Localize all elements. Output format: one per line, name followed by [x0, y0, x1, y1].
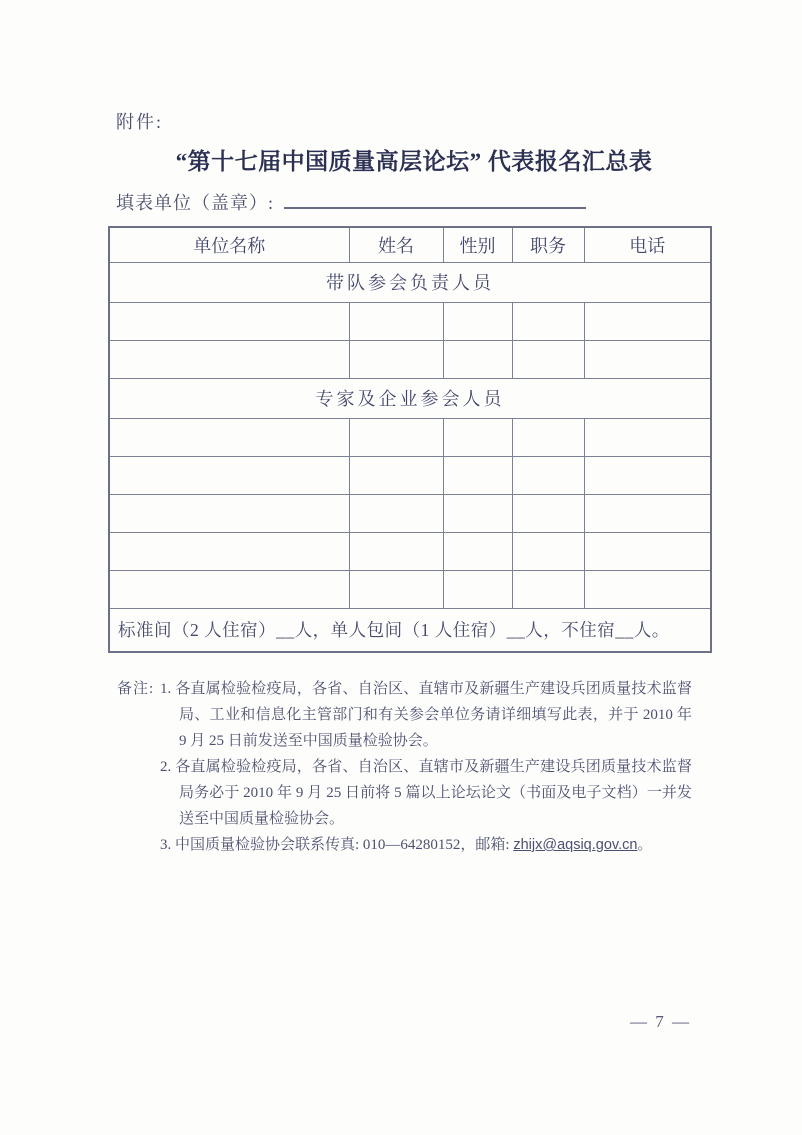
- note-item-3: [160, 832, 692, 858]
- table-row: [109, 494, 711, 532]
- section-label-experts: 专家及企业参会人员: [109, 378, 711, 418]
- form-unit-blank: [284, 190, 586, 209]
- table-cell: [109, 570, 349, 608]
- table-cell: [349, 494, 443, 532]
- accommodation-row: [109, 608, 711, 652]
- table-cell: [109, 302, 349, 340]
- contact-email: zhijx@aqsiq.gov.cn: [513, 837, 638, 853]
- table-cell: [512, 532, 584, 570]
- form-unit-label: 填表单位（盖章）:: [116, 193, 275, 213]
- table-cell: [109, 494, 349, 532]
- table-cell: [109, 340, 349, 378]
- section-row-experts: [109, 378, 711, 418]
- accommodation-text: 标准间（2 人住宿）__人，单人包间（1 人住宿）__人，不住宿__人。: [109, 608, 711, 652]
- table-row: [109, 570, 711, 608]
- section-row-leaders: [109, 262, 711, 302]
- table-cell: [443, 494, 512, 532]
- table-cell: [443, 532, 512, 570]
- registration-table: [108, 226, 712, 653]
- note-item-3-suffix: 。: [637, 837, 653, 853]
- table-row: [109, 532, 711, 570]
- table-cell: [512, 494, 584, 532]
- note-item-1: 1. 各直属检验检疫局，各省、自治区、直辖市及新疆生产建设兵团质量技术监督局、工业和信息化主管部门和有关参会单位务请详细填写此表，并于 2010 年 9 月 25 日前发送至中国质量检验协会。: [160, 681, 692, 749]
- table-cell: [349, 302, 443, 340]
- table-cell: [349, 418, 443, 456]
- table-cell: [584, 494, 711, 532]
- table-header-row: [109, 227, 711, 262]
- note-item-2: 2. 各直属检验检疫局，各省、自治区、直辖市及新疆生产建设兵团质量技术监督局务必于 2010 年 9 月 25 日前将 5 篇以上论坛论文（书面及电子文档）一并发送至中国质量检验协会。: [160, 759, 692, 827]
- page-number: — 7 —: [630, 1012, 691, 1031]
- table-cell: [512, 456, 584, 494]
- table-cell: [584, 570, 711, 608]
- form-unit-line: [116, 189, 586, 215]
- table-row: [109, 340, 711, 378]
- table-cell: [349, 456, 443, 494]
- table-cell: [512, 340, 584, 378]
- column-header-phone: 电话: [584, 227, 711, 262]
- table-cell: [109, 456, 349, 494]
- notes-label: 备注:: [117, 681, 155, 697]
- table-cell: [584, 456, 711, 494]
- notes-items: [160, 676, 692, 858]
- table-cell: [584, 340, 711, 378]
- table-cell: [512, 570, 584, 608]
- table-cell: [109, 418, 349, 456]
- table-cell: [349, 570, 443, 608]
- attachment-label: 附件:: [116, 112, 164, 132]
- table-cell: [443, 302, 512, 340]
- table-cell: [443, 456, 512, 494]
- column-header-position: 职务: [512, 227, 584, 262]
- table-cell: [512, 418, 584, 456]
- column-header-name: 姓名: [349, 227, 443, 262]
- table-row: [109, 456, 711, 494]
- table-cell: [349, 340, 443, 378]
- table-cell: [512, 302, 584, 340]
- table-cell: [584, 302, 711, 340]
- table-cell: [443, 418, 512, 456]
- table-row: [109, 302, 711, 340]
- table-cell: [584, 418, 711, 456]
- table-cell: [109, 532, 349, 570]
- column-header-gender: 性别: [443, 227, 512, 262]
- table-cell: [443, 340, 512, 378]
- table-cell: [349, 532, 443, 570]
- table-cell: [584, 532, 711, 570]
- section-label-leaders: 带队参会负责人员: [109, 262, 711, 302]
- column-header-unit-name: 单位名称: [109, 227, 349, 262]
- table-row: [109, 418, 711, 456]
- notes-block: [117, 676, 692, 858]
- note-item-3-text: 3. 中国质量检验协会联系传真: 010—64280152，邮箱:: [160, 837, 514, 853]
- page-title: “第十七届中国质量高层论坛” 代表报名汇总表: [175, 149, 653, 174]
- table-cell: [443, 570, 512, 608]
